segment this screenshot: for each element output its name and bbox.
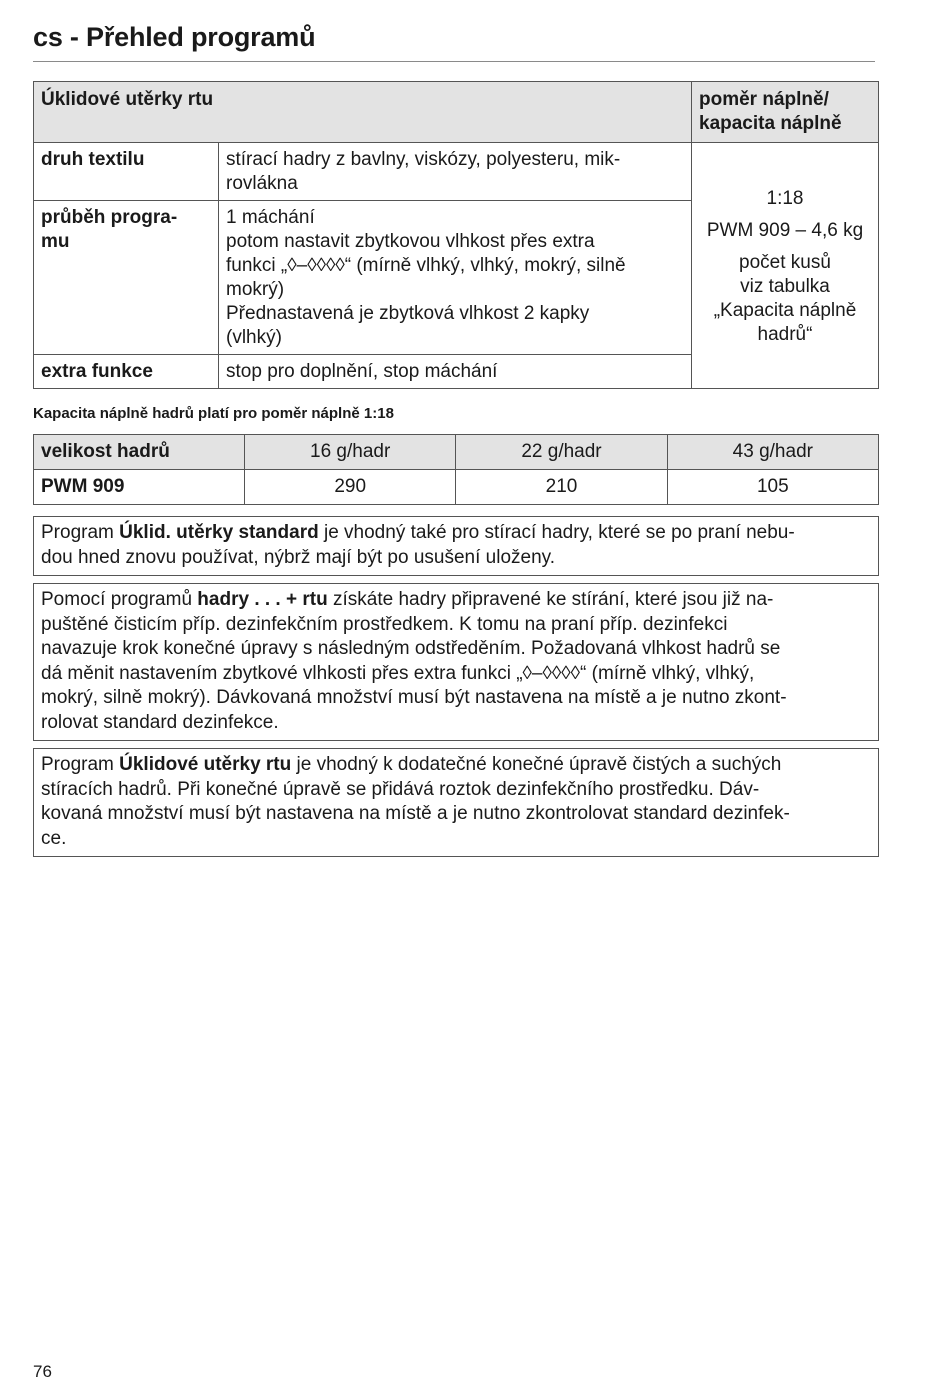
program-table-header <box>34 82 879 143</box>
text-line: dá měnit nastavením zbytkové vlhkosti přes extra funkci „◊–◊◊◊◊“ (mírně vlhký, vlhký, <box>41 662 755 684</box>
text-line: stíracích hadrů. Při konečné úpravě se přidává roztok dezinfekčního prostředku. Dáv- <box>41 778 760 800</box>
program-name-bold: hadry . . . + rtu <box>197 589 328 610</box>
text-run: získáte hadry připravené ke stírání, které jsou již na- <box>327 589 774 610</box>
row-value-course <box>219 201 692 355</box>
text-line <box>41 588 871 613</box>
header-cell: 16 g/hadr <box>245 435 456 470</box>
program-name: Úklidové utěrky rtu <box>34 82 692 143</box>
row-label-course: průběh progra- mu <box>34 201 219 355</box>
table-cell: 290 <box>245 470 456 505</box>
text-line <box>41 753 871 778</box>
text-line: viz tabulka <box>740 276 830 297</box>
text-line <box>41 521 871 546</box>
title-divider <box>33 61 875 62</box>
header-cell: 43 g/hadr <box>667 435 878 470</box>
row-value-textile <box>219 143 692 201</box>
table-row <box>34 470 879 505</box>
ratio-value: 1:18 <box>766 188 804 209</box>
text-line: (vlhký) <box>226 327 282 348</box>
text-line: hadrů“ <box>757 324 813 345</box>
program-table <box>33 81 879 389</box>
ratio-header <box>692 82 879 143</box>
table-row <box>34 143 879 201</box>
row-label-textile: druh textilu <box>34 143 219 201</box>
text-line: mokrý) <box>226 279 285 300</box>
text-line: počet kusů <box>739 252 831 273</box>
ratio-header-line: kapacita náplně <box>699 113 842 134</box>
text-line: potom nastavit zbytkovou vlhkost přes extra <box>226 231 595 252</box>
table-cell: 210 <box>456 470 667 505</box>
note-box <box>33 516 879 576</box>
capacity-caption: Kapacita náplně hadrů platí pro poměr náplně 1:18 <box>33 405 394 422</box>
text-line: mokrý, silně mokrý). Dávkovaná množství musí být nastavena na místě a je nutno zkont- <box>41 687 787 708</box>
page-title: cs - Přehled programů <box>33 22 316 52</box>
capacity-table <box>33 434 879 505</box>
text-run: je vhodný také pro stírací hadry, které se po praní nebu- <box>318 522 795 543</box>
text-line: Přednastavená je zbytková vlhkost 2 kapky <box>226 303 590 324</box>
text-line: kovaná množství musí být nastavena na místě a je nutno zkontrolovat standard dezinfek- <box>41 803 790 824</box>
text-line: rolovat standard dezinfekce. <box>41 711 279 733</box>
text-line: stírací hadry z bavlny, viskózy, polyesteru, mik- <box>226 149 621 170</box>
header-cell: 22 g/hadr <box>456 435 667 470</box>
row-value-extra <box>219 355 692 389</box>
text-line: stop pro doplnění, stop máchání <box>226 361 498 382</box>
note-box <box>33 748 879 857</box>
page-number: 76 <box>33 1362 52 1381</box>
program-name-bold: Úklid. utěrky standard <box>119 522 319 543</box>
text-run: Program <box>41 754 120 775</box>
text-line: rovlákna <box>226 173 298 194</box>
text-line: 1 máchání <box>226 207 315 228</box>
text-line: dou hned znovu používat, nýbrž mají být po usušení uloženy. <box>41 546 556 568</box>
capacity-value: PWM 909 – 4,6 kg <box>706 220 864 241</box>
note-box <box>33 583 879 741</box>
header-cell: velikost hadrů <box>34 435 245 470</box>
text-line: „Kapacita náplně <box>713 300 857 321</box>
row-label-extra: extra funkce <box>34 355 219 389</box>
table-cell: PWM 909 <box>34 470 245 505</box>
text-run: Program <box>41 522 120 543</box>
text-line: navazuje krok konečné úpravy s následným odstředěním. Požadovaná vlhkost hadrů se <box>41 638 781 659</box>
pieces-note <box>699 251 871 347</box>
text-line: ce. <box>41 827 67 849</box>
ratio-header-line: poměr náplně/ <box>699 89 829 110</box>
text-run: je vhodný k dodatečné konečné úpravě čistých a suchých <box>291 754 782 775</box>
table-cell: 105 <box>667 470 878 505</box>
ratio-cell <box>692 143 879 389</box>
text-line: puštěné čisticím příp. dezinfekčním prostředkem. K tomu na praní příp. dezinfekci <box>41 613 728 635</box>
text-run: Pomocí programů <box>41 589 198 610</box>
program-name-bold: Úklidové utěrky rtu <box>119 754 292 775</box>
capacity-table-header <box>34 435 879 470</box>
text-line: funkci „◊–◊◊◊◊“ (mírně vlhký, vlhký, mokrý, silně <box>226 255 626 276</box>
